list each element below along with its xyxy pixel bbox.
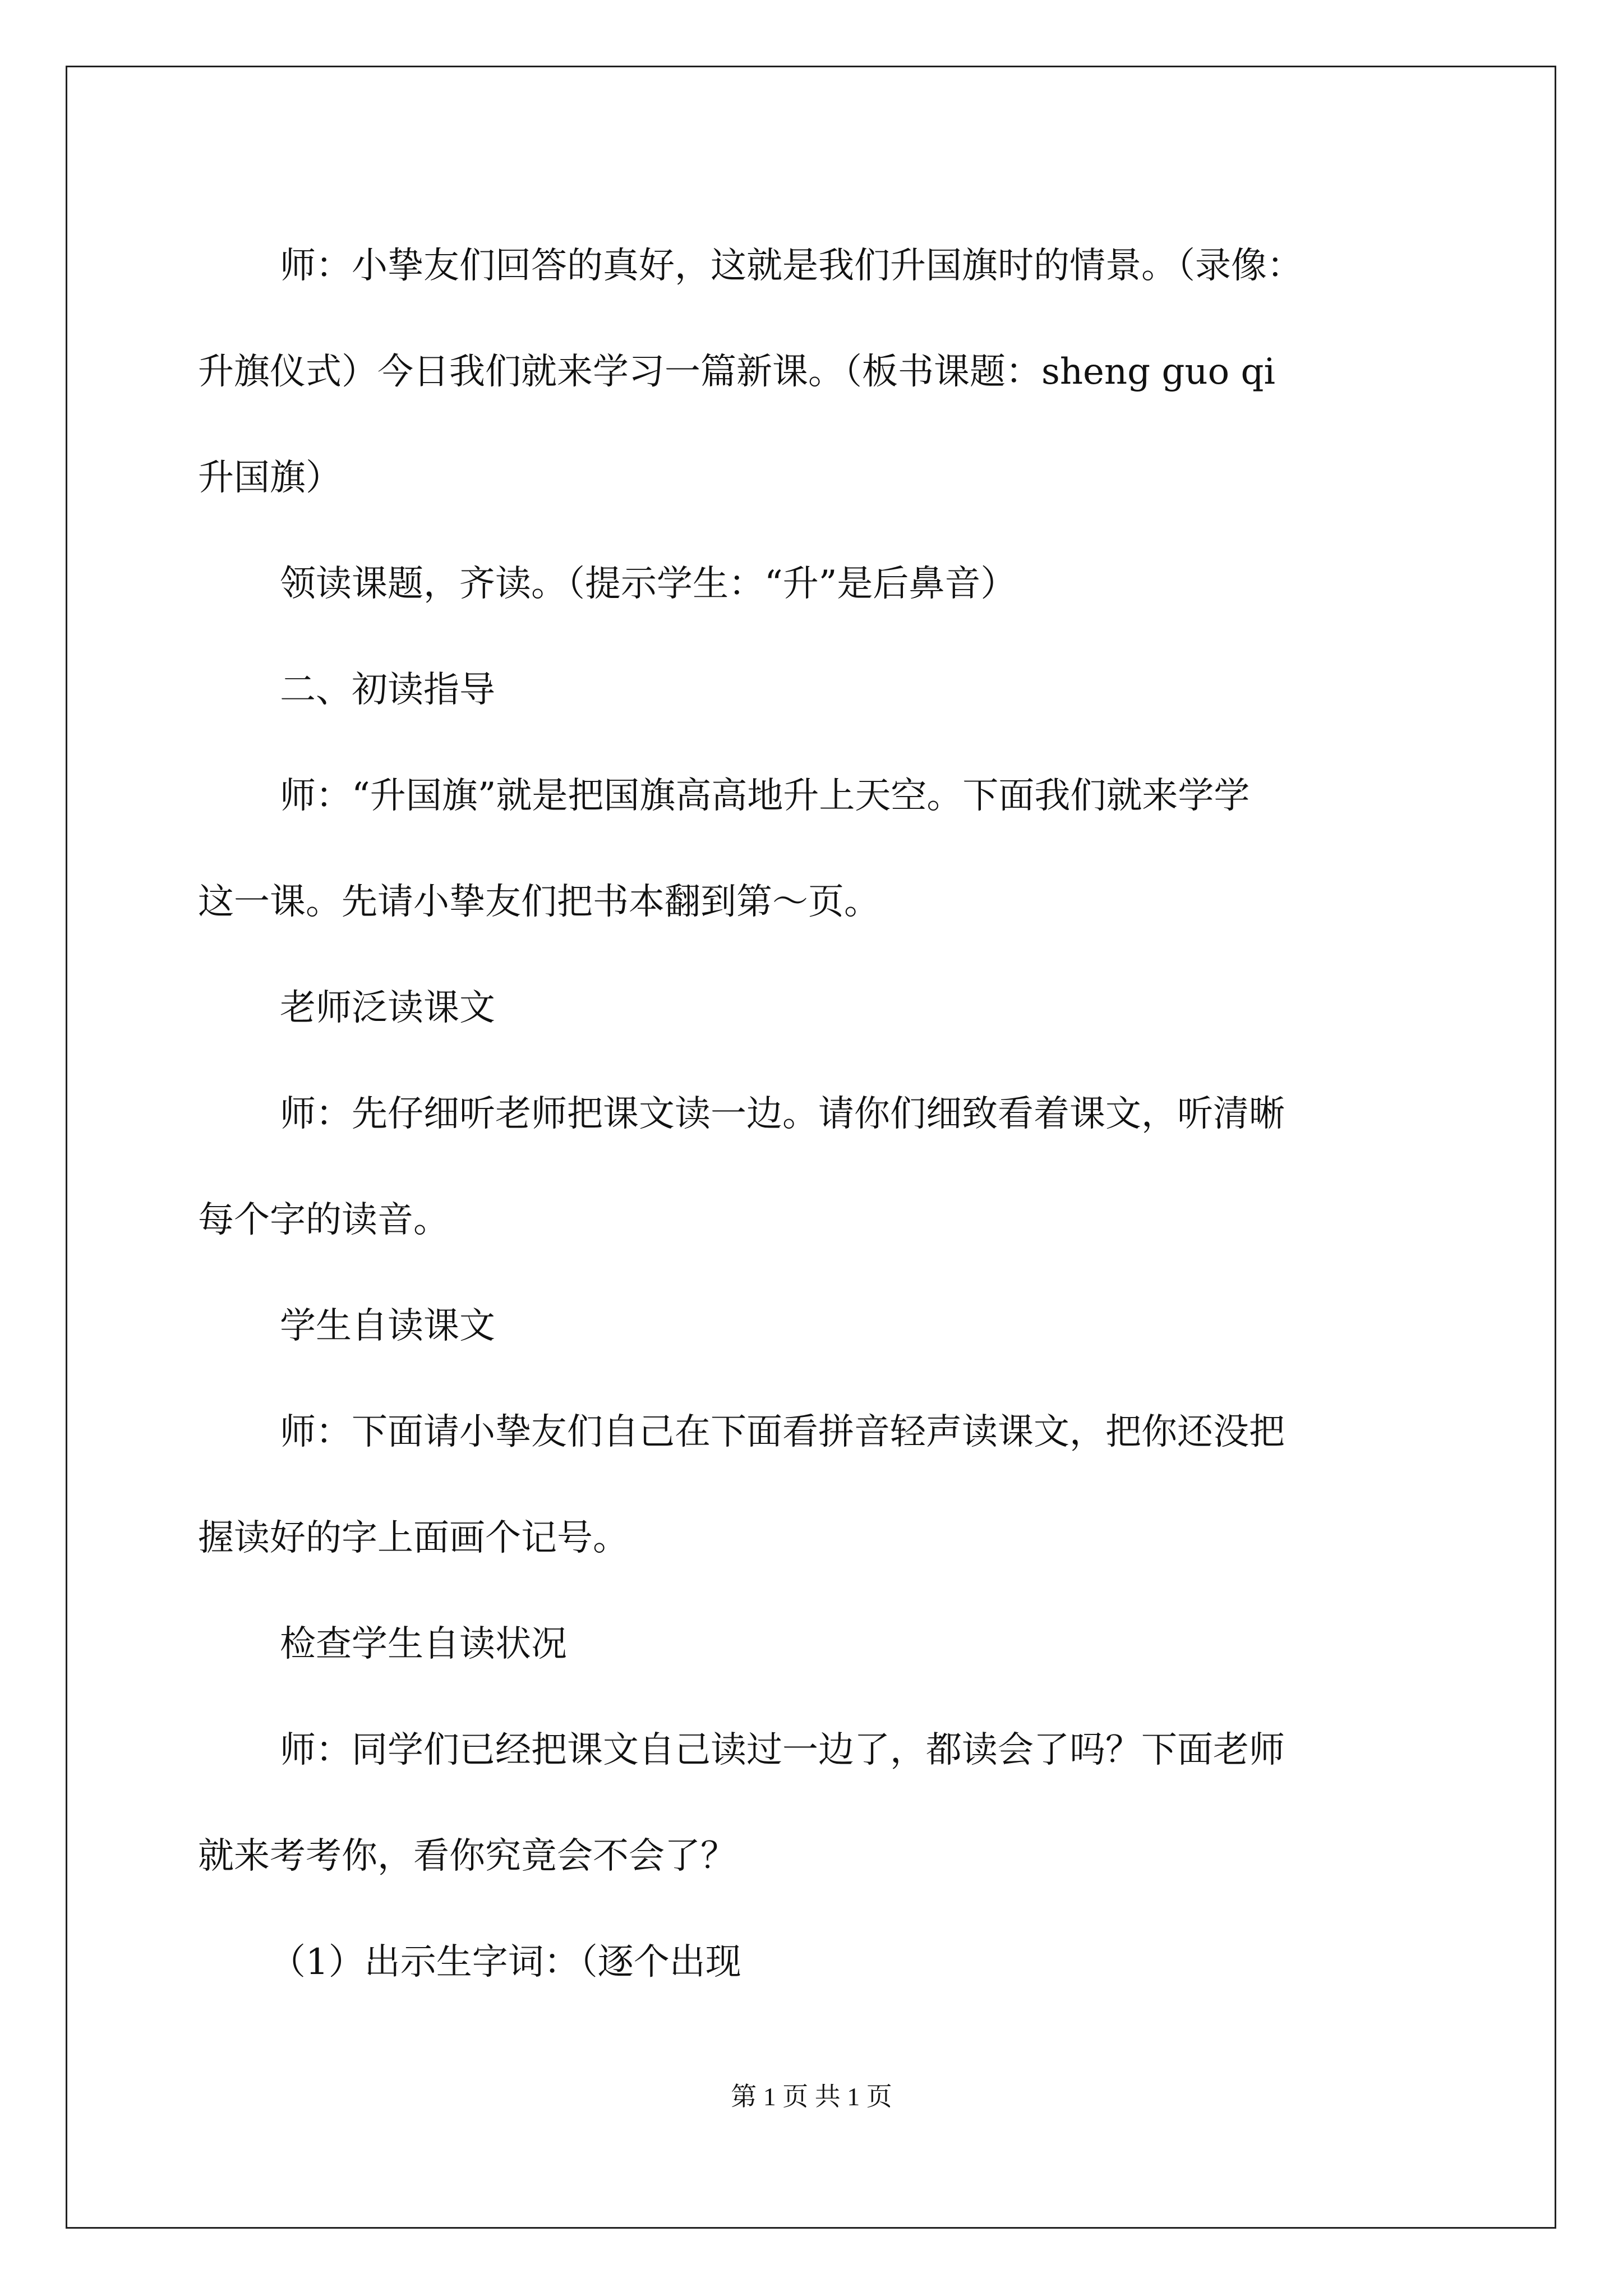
paragraph-line: 升旗仪式）今日我们就来学习一篇新课。（板书课题：sheng guo qi: [198, 351, 1275, 393]
step-heading: 检查学生自读状况: [280, 1623, 567, 1665]
section-heading: 二、初读指导: [280, 669, 495, 711]
page-number-footer: 第 1 页 共 1 页: [731, 2082, 892, 2111]
step-heading: 老师泛读课文: [280, 987, 495, 1029]
paragraph-line: 升国旗）: [198, 457, 342, 499]
document-body: [198, 213, 1460, 2016]
paragraph-line: 师：先仔细听老师把课文读一边。请你们细致看着课文，听清晰: [280, 1093, 1285, 1135]
step-heading: 学生自读课文: [280, 1305, 495, 1347]
paragraph-line: 师：同学们已经把课文自己读过一边了，都读会了吗？下面老师: [280, 1729, 1285, 1771]
paragraph-line: 师：“升国旗”就是把国旗高高地升上天空。下面我们就来学学: [280, 775, 1250, 817]
paragraph-line: 握读好的字上面画个记号。: [198, 1517, 629, 1559]
paragraph-line: 每个字的读音。: [198, 1199, 449, 1241]
paragraph-line: 师：下面请小挚友们自己在下面看拼音轻声读课文，把你还没把: [280, 1411, 1285, 1453]
list-item: （1）出示生字词：（逐个出现: [270, 1941, 741, 1983]
paragraph-line: 领读课题，齐读。（提示学生：“升”是后鼻音）: [280, 563, 1017, 605]
paragraph-line: 这一课。先请小挚友们把书本翻到第～页。: [198, 881, 880, 923]
paragraph-line: 师：小挚友们回答的真好，这就是我们升国旗时的情景。（录像：: [280, 245, 1303, 287]
paragraph-line: 就来考考你，看你究竟会不会了？: [198, 1835, 736, 1877]
